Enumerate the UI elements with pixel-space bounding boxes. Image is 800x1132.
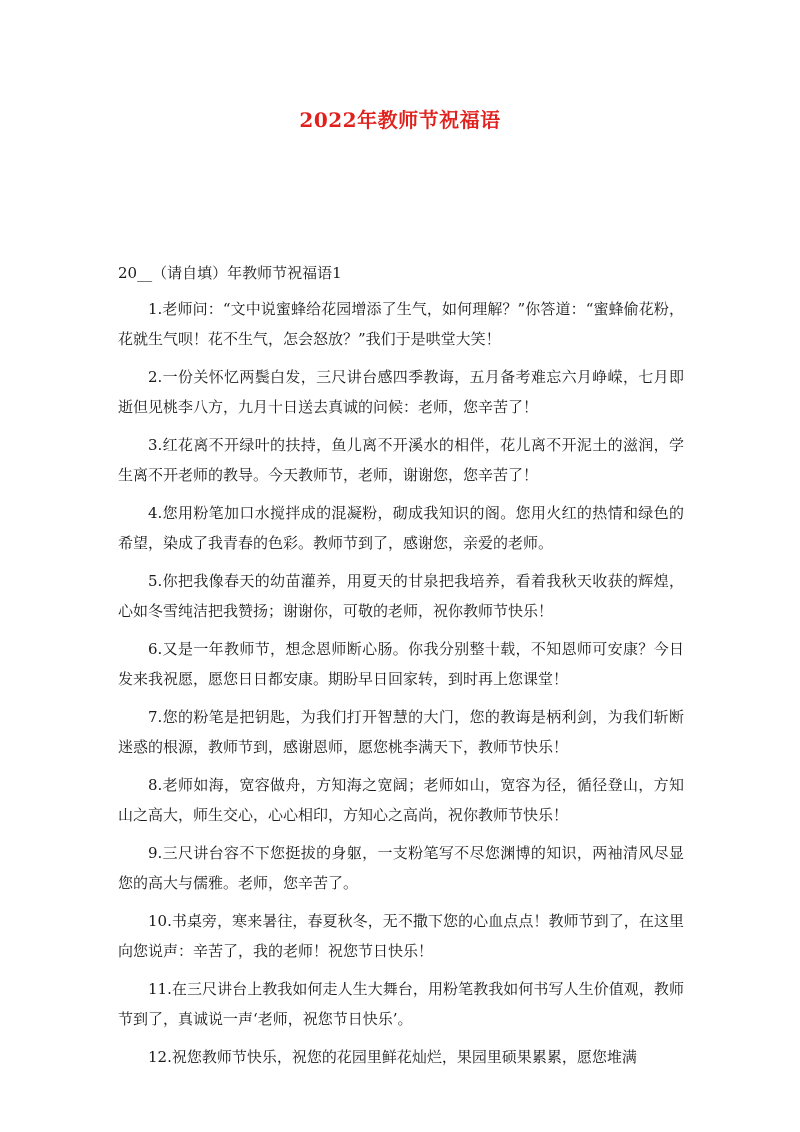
blessing-item: 12.祝您教师节快乐，祝您的花园里鲜花灿烂，果园里硕果累累，愿您堆满	[148, 1048, 637, 1066]
blessing-item: 1.老师问：“文中说蜜蜂给花园增添了生气，如何理解？”你答道：“蜜蜂偷花粉，花就生气呗！花不生气，怎会怒放？”我们于是哄堂大笑！	[118, 300, 684, 348]
blessing-item: 7.您的粉笔是把钥匙，为我们打开智慧的大门，您的教诲是柄利剑，为我们斩断迷惑的根源，教师节到，感谢恩师，愿您桃李满天下，教师节快乐！	[118, 708, 684, 756]
blessing-item: 5.你把我像春天的幼苗灌养，用夏天的甘泉把我培养，看着我秋天收获的辉煌，心如冬雪纯洁把我赞扬；谢谢你，可敬的老师，祝你教师节快乐！	[118, 572, 684, 620]
blessing-item: 11.在三尺讲台上教我如何走人生大舞台，用粉笔教我如何书写人生价值观，教师节到了，真诚说一声‘老师，祝您节日快乐’。	[118, 980, 684, 1028]
blessing-item: 6.又是一年教师节，想念恩师断心肠。你我分别整十载，不知恩师可安康？今日发来我祝愿，愿您日日都安康。期盼早日回家转，到时再上您课堂！	[118, 640, 684, 688]
section-heading: 20__（请自填）年教师节祝福语1	[118, 264, 342, 282]
blessing-item: 10.书桌旁，寒来暑往，春夏秋冬，无不撒下您的心血点点！教师节到了，在这里向您说声：辛苦了，我的老师！祝您节日快乐！	[118, 912, 684, 960]
blessing-item: 4.您用粉笔加口水搅拌成的混凝粉，砌成我知识的阁。您用火红的热情和绿色的希望，染成了我青春的色彩。教师节到了，感谢您，亲爱的老师。	[118, 504, 684, 552]
blessing-item: 3.红花离不开绿叶的扶持，鱼儿离不开溪水的相伴，花儿离不开泥土的滋润，学生离不开老师的教导。今天教师节，老师，谢谢您，您辛苦了！	[118, 436, 684, 484]
document-body	[118, 262, 684, 1080]
blessing-item: 8.老师如海，宽容做舟，方知海之宽阔；老师如山，宽容为径，循径登山，方知山之高大，师生交心，心心相印，方知心之高尚，祝你教师节快乐！	[118, 776, 684, 824]
blessing-item: 2.一份关怀忆两鬓白发，三尺讲台感四季教诲，五月备考难忘六月峥嵘，七月即逝但见桃李八方，九月十日送去真诚的问候：老师，您辛苦了！	[118, 368, 684, 416]
blessing-item: 9.三尺讲台容不下您挺拔的身躯，一支粉笔写不尽您渊博的知识，两袖清风尽显您的高大与儒雅。老师，您辛苦了。	[118, 844, 684, 892]
document-title: 2022年教师节祝福语	[299, 108, 501, 132]
